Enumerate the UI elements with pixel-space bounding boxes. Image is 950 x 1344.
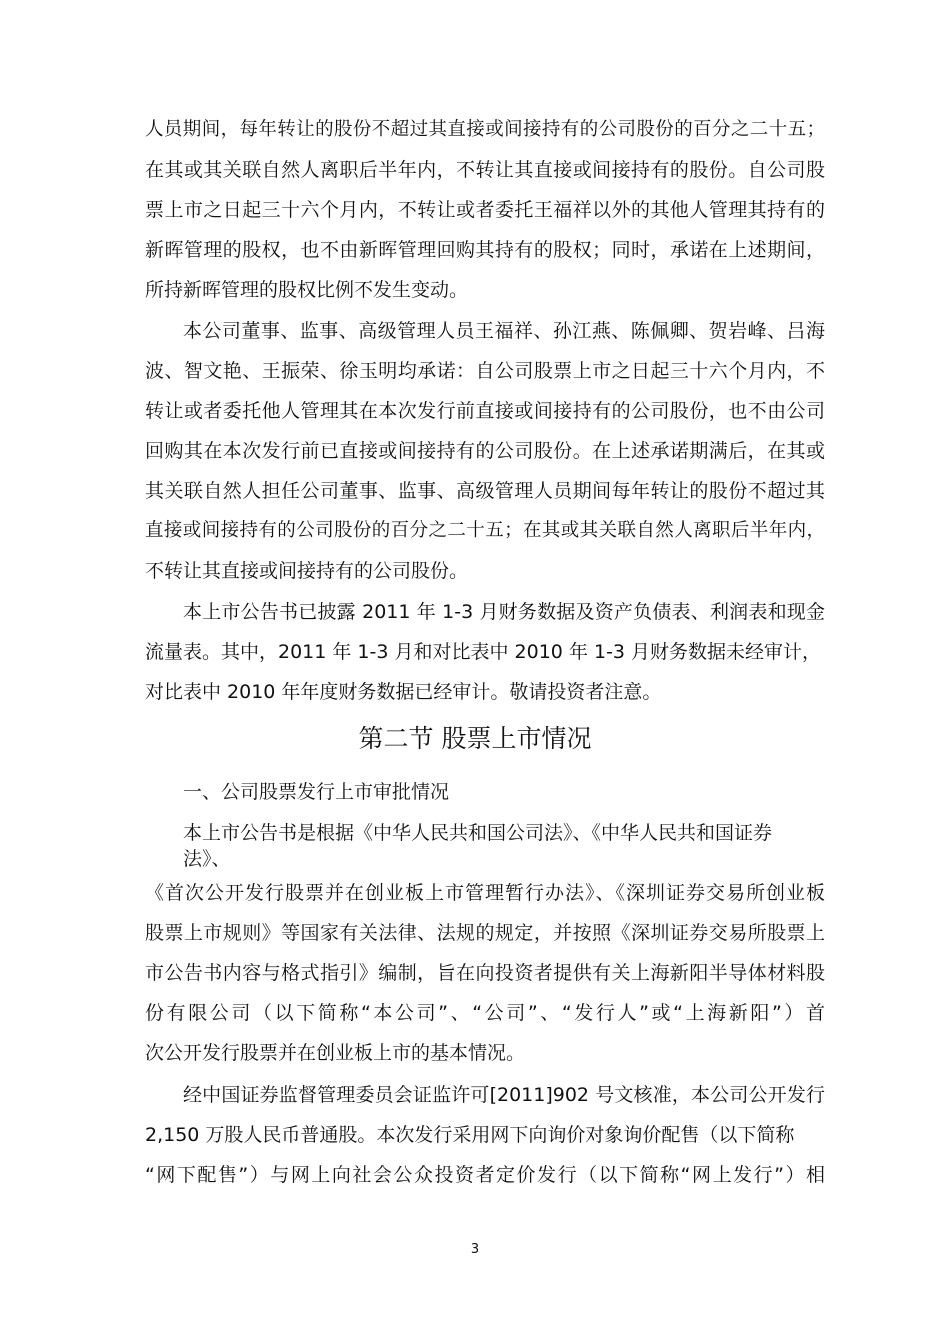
paragraph-1-line-2: 在其或其关联自然人离职后半年内，不转让其直接或间接持有的股份。自公司股: [145, 159, 825, 181]
paragraph-2-line-4: 回购其在本次发行前已直接或间接持有的公司股份。在上述承诺期满后，在其或: [145, 440, 825, 462]
paragraph-2-line-3: 转让或者委托他人管理其在本次发行前直接或间接持有的公司股份，也不由公司: [145, 400, 825, 422]
page-number: 3: [470, 1242, 480, 1257]
paragraph-1-line-4: 新晖管理的股权，也不由新晖管理回购其持有的股权；同时，承诺在上述期间，: [145, 239, 825, 261]
paragraph-4-line-6: 份有限公司（以下简称“本公司”、“公司”、“发行人”或“上海新阳”）首: [145, 1002, 825, 1024]
paragraph-4-line-3: 《首次公开发行股票并在创业板上市管理暂行办法》、《深圳证券交易所创业板: [145, 882, 825, 904]
paragraph-2-line-7: 不转让其直接或间接持有的公司股份。: [145, 560, 469, 582]
paragraph-4-line-7: 次公开发行股票并在创业板上市的基本情况。: [145, 1042, 526, 1064]
paragraph-2-line-6: 直接或间接持有的公司股份的百分之二十五；在其或其关联自然人离职后半年内，: [145, 520, 825, 541]
paragraph-4-line-5: 市公告书内容与格式指引》编制，旨在向投资者提供有关上海新阳半导体材料股: [145, 962, 825, 984]
paragraph-5-line-2: 2,150 万股人民币普通股。本次发行采用网下向询价对象询价配售（以下简称: [145, 1124, 795, 1146]
paragraph-1-line-5: 所持新晖管理的股权比例不发生变动。: [145, 279, 469, 301]
section-heading: 第二节 股票上市情况: [358, 724, 592, 753]
paragraph-1-line-1: 人员期间，每年转让的股份不超过其直接或间接持有的公司股份的百分之二十五；: [145, 119, 825, 140]
paragraph-2-line-5: 其关联自然人担任公司董事、监事、高级管理人员期间每年转让的股份不超过其: [145, 480, 825, 502]
paragraph-5-line-1: 经中国证券监督管理委员会证监许可[2011]902 号文核准，本公司公开发行: [183, 1084, 825, 1106]
paragraph-3-line-1: 本上市公告书已披露 2011 年 1-3 月财务数据及资产负债表、利润表和现金: [183, 601, 825, 623]
paragraph-1-line-3: 票上市之日起三十六个月内，不转让或者委托王福祥以外的其他人管理其持有的: [145, 199, 825, 221]
subsection-heading: 一、公司股票发行上市审批情况: [183, 781, 450, 803]
paragraph-4-line-2: 法》、: [183, 848, 231, 870]
paragraph-2-line-2: 波、智文艳、王振荣、徐玉明均承诺：自公司股票上市之日起三十六个月内，不: [145, 360, 825, 382]
paragraph-4-line-1: 本上市公告书是根据《中华人民共和国公司法》、《中华人民共和国证券: [183, 822, 773, 844]
paragraph-3-line-3: 对比表中 2010 年年度财务数据已经审计。敬请投资者注意。: [145, 681, 662, 703]
paragraph-2-line-1: 本公司董事、监事、高级管理人员王福祥、孙江燕、陈佩卿、贺岩峰、吕海: [183, 320, 825, 342]
paragraph-3-line-2: 流量表。其中，2011 年 1-3 月和对比表中 2010 年 1-3 月财务数据未经审计，: [145, 641, 822, 663]
paragraph-4-line-4: 股票上市规则》等国家有关法律、法规的规定，并按照《深圳证券交易所股票上: [145, 922, 825, 944]
paragraph-5-line-3: “网下配售”）与网上向社会公众投资者定价发行（以下简称“网上发行”）相: [145, 1164, 825, 1186]
